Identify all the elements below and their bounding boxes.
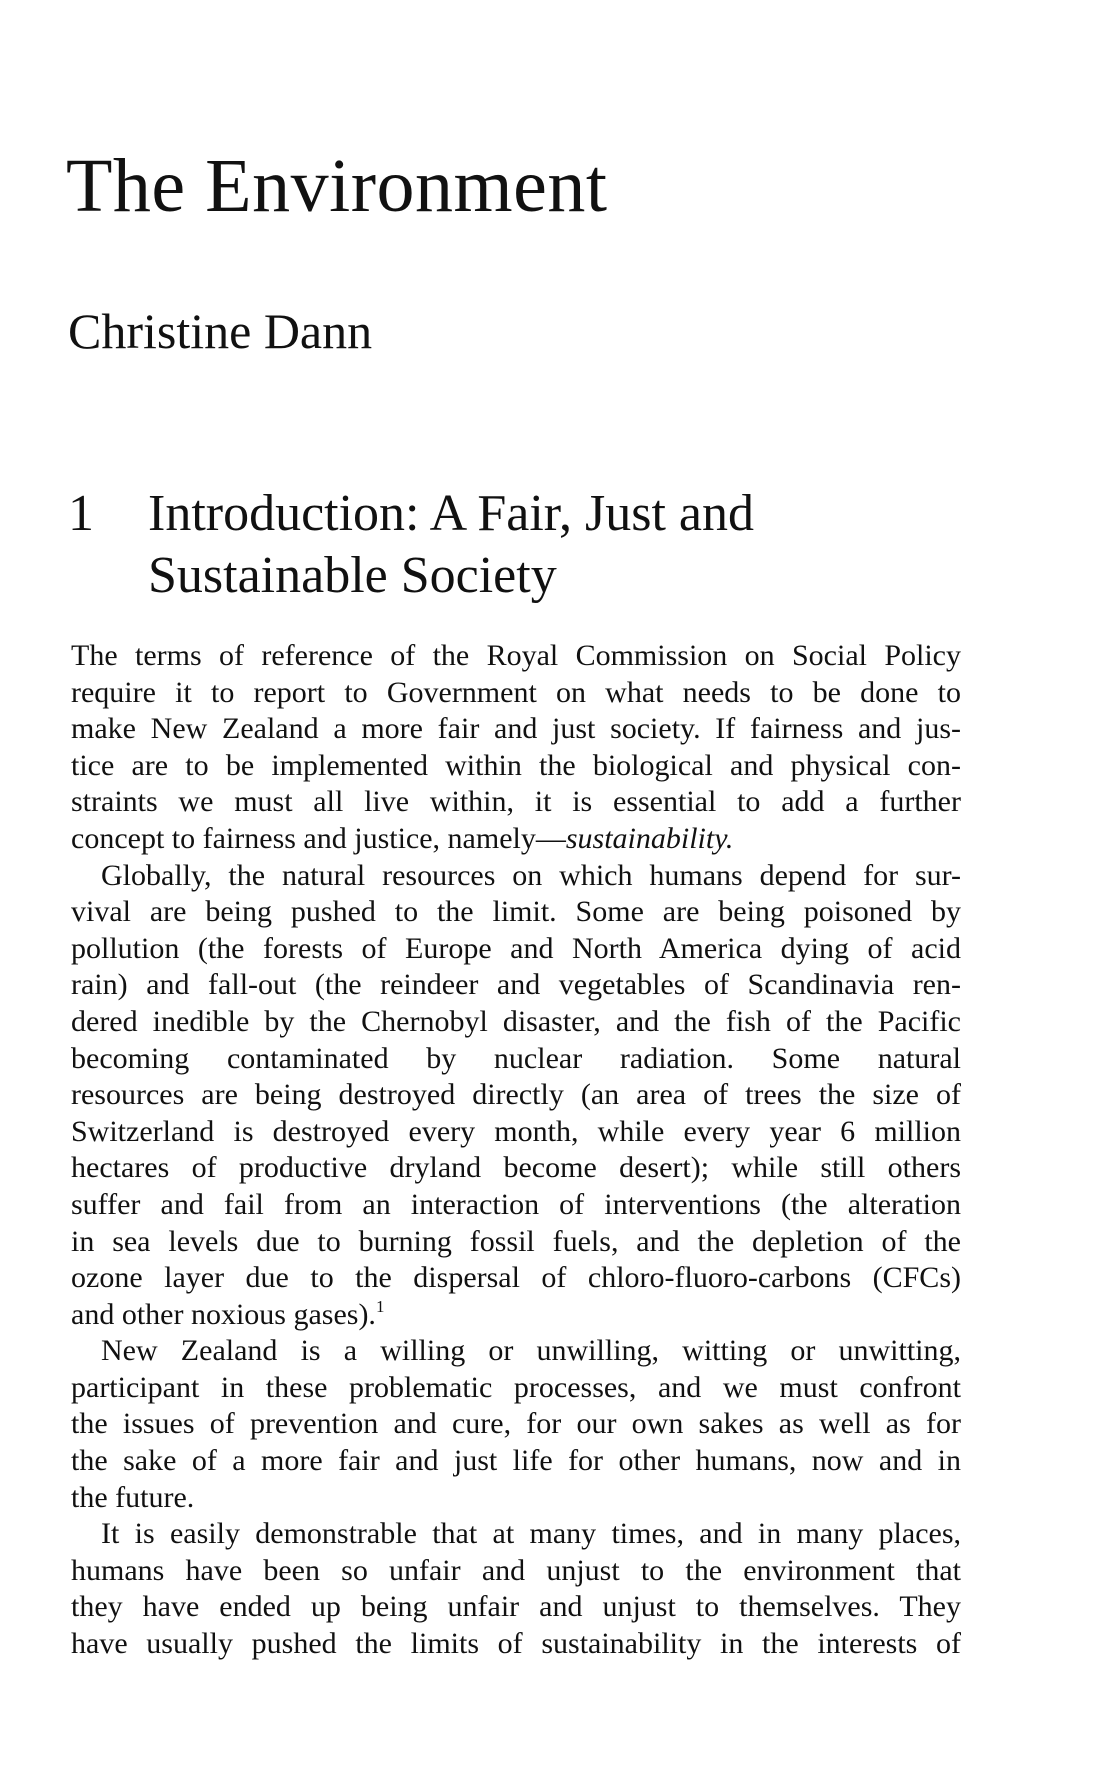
- paragraph-1: [71, 638, 961, 858]
- text-line: Globally, the natural resources on which humans depend for sur-: [101, 858, 961, 892]
- text-line: dered inedible by the Chernobyl disaster, and the fish of the Pacific: [71, 1004, 961, 1038]
- text-line: they have ended up being unfair and unjust to themselves. They: [71, 1590, 961, 1624]
- text-line: [71, 821, 961, 858]
- paragraph-4: [71, 1516, 961, 1662]
- text-line: hectares of productive dryland become desert); while still others: [71, 1151, 961, 1185]
- text-line: resources are being destroyed directly (an area of trees the size of: [71, 1078, 961, 1112]
- text-line: becoming contaminated by nuclear radiation. Some natural: [71, 1041, 961, 1075]
- author-name: Christine Dann: [68, 303, 373, 359]
- text-line: the sake of a more fair and just life for other humans, now and in: [71, 1444, 961, 1478]
- text-line: Switzerland is destroyed every month, while every year 6 million: [71, 1114, 961, 1148]
- chapter-title: The Environment: [66, 144, 608, 228]
- text-line: make New Zealand a more fair and just society. If fairness and jus-: [71, 712, 961, 746]
- paragraph-2: [71, 858, 961, 1334]
- footnote-marker[interactable]: 1: [375, 1296, 385, 1316]
- text-line: require it to report to Government on what needs to be done to: [71, 675, 961, 709]
- text-line: ozone layer due to the dispersal of chloro-fluoro-carbons (CFCs): [71, 1261, 961, 1295]
- text-line: The terms of reference of the Royal Commission on Social Policy: [71, 639, 961, 672]
- section-number: 1: [68, 485, 94, 542]
- text-line: in sea levels due to burning fossil fuels, and the depletion of the: [71, 1224, 961, 1258]
- text-line: participant in these problematic processes, and we must confront: [71, 1370, 961, 1404]
- text-run: concept to fairness and justice, namely—: [71, 821, 566, 855]
- emphasis-text: sustainability.: [565, 821, 734, 855]
- paragraph-3: [71, 1333, 961, 1516]
- text-run: and other noxious gases).: [71, 1297, 376, 1331]
- section-title-line: Sustainable Society: [148, 547, 557, 604]
- text-line: vival are being pushed to the limit. Some are being poisoned by: [71, 895, 961, 929]
- text-line: the future.: [71, 1480, 195, 1514]
- text-line: rain) and fall-out (the reindeer and vegetables of Scandinavia ren-: [71, 968, 961, 1002]
- text-line: straints we must all live within, it is essential to add a further: [71, 785, 961, 819]
- text-line: It is easily demonstrable that at many times, and in many places,: [101, 1517, 961, 1551]
- text-line: suffer and fail from an interaction of interventions (the alteration: [71, 1187, 961, 1221]
- text-line: pollution (the forests of Europe and North America dying of acid: [71, 931, 961, 965]
- text-line: humans have been so unfair and unjust to the environment that: [71, 1553, 961, 1587]
- text-line: tice are to be implemented within the biological and physical con-: [71, 748, 961, 782]
- text-line: have usually pushed the limits of sustainability in the interests of: [71, 1627, 961, 1661]
- text-line: the issues of prevention and cure, for our own sakes as well as for: [71, 1407, 961, 1441]
- body-text: [71, 638, 961, 1663]
- section-title: [148, 483, 908, 607]
- text-line: New Zealand is a willing or unwilling, witting or unwitting,: [101, 1334, 961, 1368]
- section-title-line: Introduction: A Fair, Just and: [148, 485, 754, 542]
- text-line: [71, 1297, 961, 1334]
